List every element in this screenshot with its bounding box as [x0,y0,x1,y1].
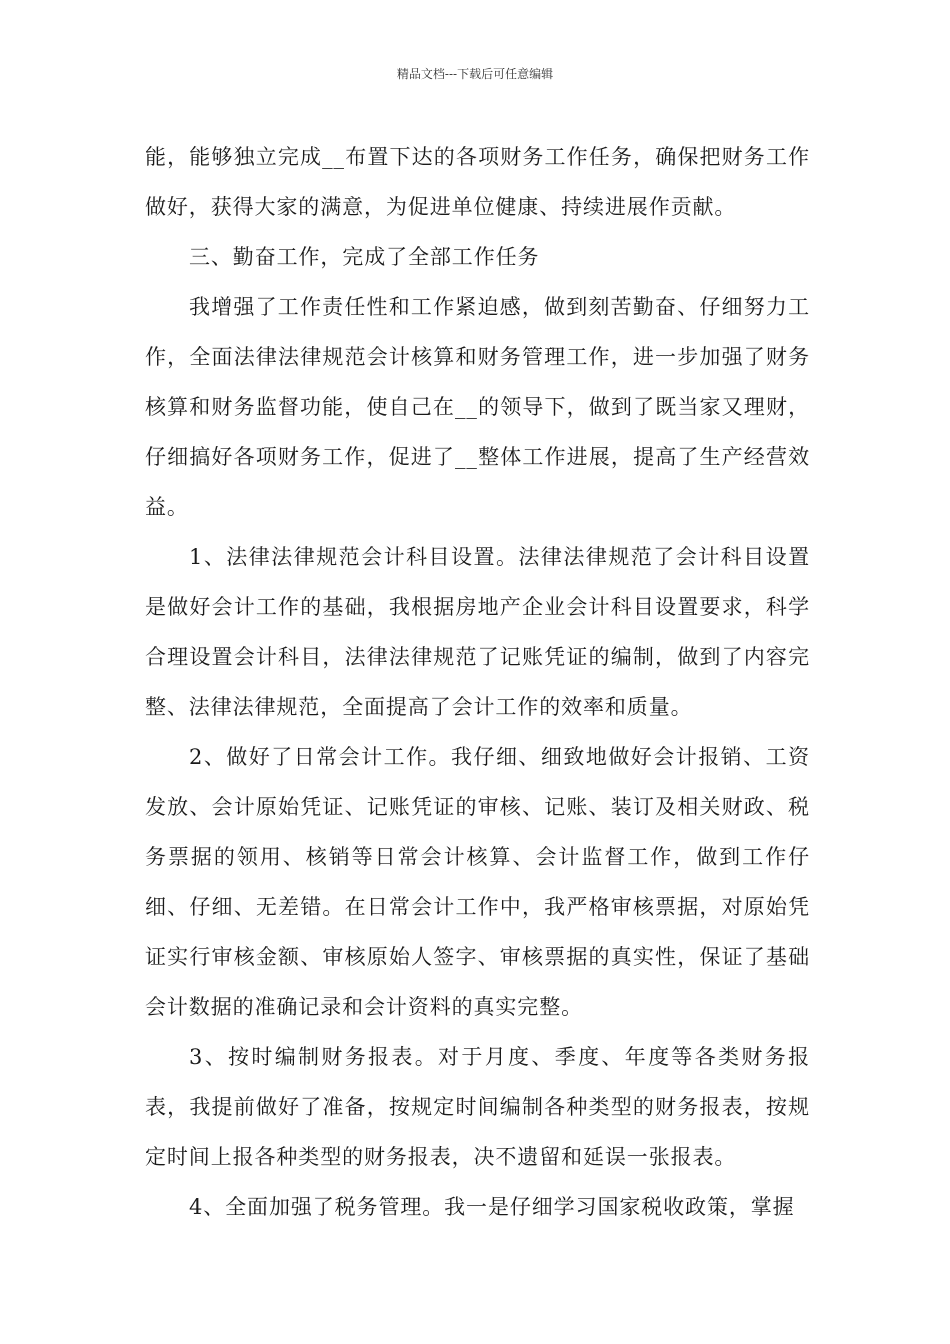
paragraph-item-4: 4、全面加强了税务管理。我一是仔细学习国家税收政策，掌握 [189,1195,795,1219]
section-heading-3: 三、勤奋工作，完成了全部工作任务 [189,245,540,269]
page-header: 精品文档---下载后可任意编辑 [396,67,554,81]
paragraph-intro: 我增强了工作责任性和工作紧迫感，做到刻苦勤奋、仔细努力工作，全面法律法律规范会计核算和财务管理工作，进一步加强了财务核算和财务监督功能，使自己在__的领导下，做到了既当家又理财，仔细搞好各项财务工作，促进了__整体工作进展，提高了生产经营效益。 [145,295,810,519]
paragraph-item-3: 3、按时编制财务报表。对于月度、季度、年度等各类财务报表，我提前做好了准备，按规定时间编制各种类型的财务报表，按规定时间上报各种类型的财务报表，决不遗留和延误一张报表。 [145,1045,810,1169]
paragraph-continuation: 能，能够独立完成__布置下达的各项财务工作任务，确保把财务工作做好，获得大家的满意，为促进单位健康、持续进展作贡献。 [145,145,810,219]
document-body [145,132,810,1232]
paragraph-item-2: 2、做好了日常会计工作。我仔细、细致地做好会计报销、工资发放、会计原始凭证、记账凭证的审核、记账、装订及相关财政、税务票据的领用、核销等日常会计核算、会计监督工作，做到工作仔细、仔细、无差错。在日常会计工作中，我严格审核票据，对原始凭证实行审核金额、审核原始人签字、审核票据的真实性，保证了基础会计数据的准确记录和会计资料的真实完整。 [145,745,810,1019]
paragraph-item-1: 1、法律法律规范会计科目设置。法律法律规范了会计科目设置是做好会计工作的基础，我根据房地产企业会计科目设置要求，科学合理设置会计科目，法律法律规范了记账凭证的编制，做到了内容完整、法律法律规范，全面提高了会计工作的效率和质量。 [145,545,810,719]
